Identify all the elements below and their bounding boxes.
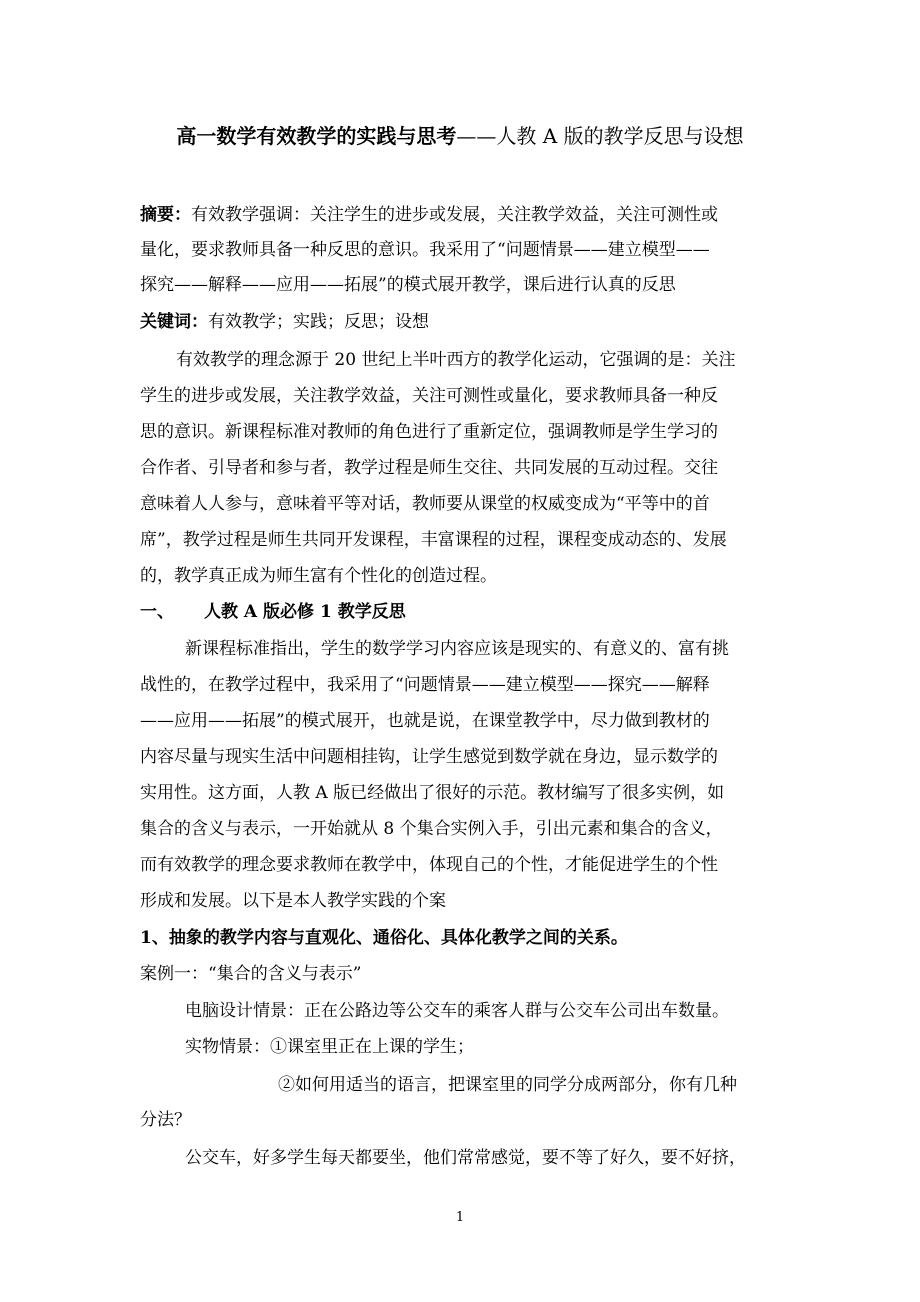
scene-2-line-1: ②如何用适当的语言，把课室里的同学分成两部分，你有几种 [278, 1075, 737, 1095]
section1-line-5: 实用性。这方面，人教 A 版已经做出了很好的示范。教材编写了很多实例，如 [140, 783, 725, 803]
section-title: 人教 A 版必修 1 教学反思 [204, 602, 406, 622]
case-1-title: 案例一：“集合的含义与表示” [140, 964, 362, 984]
title-subtitle: ——人教 A 版的教学反思与设想 [456, 124, 744, 148]
keywords-line [140, 310, 790, 334]
abstract-line-1 [140, 203, 790, 227]
abstract-line-2: 量化，要求教师具备一种反思的意识。我采用了“问题情景——建立模型—— [140, 240, 710, 260]
title-main: 高一数学有效教学的实践与思考 [176, 124, 457, 148]
abstract-line-3: 探究——解释——应用——拓展”的模式展开教学，课后进行认真的反思 [140, 275, 676, 295]
section1-line-3: ——应用——拓展”的模式展开，也就是说，在课堂教学中，尽力做到教材的 [140, 711, 710, 731]
computer-scene: 电脑设计情景：正在公路边等公交车的乘客人群与公交车公司出车数量。 [185, 1001, 729, 1021]
intro-line-3: 思的意识。新课程标准对教师的角色进行了重新定位，强调教师是学生学习的 [140, 422, 718, 442]
intro-line-1: 有效教学的理念源于 20 世纪上半叶西方的教学化运动，它强调的是：关注 [176, 350, 736, 370]
keywords-label: 关键词： [140, 312, 208, 332]
bus-line: 公交车，好多学生每天都要坐，他们常常感觉，要不等了好久，要不好挤， [185, 1148, 746, 1168]
section1-line-2: 战性的，在教学过程中，我采用了“问题情景——建立模型——探究——解释 [140, 675, 710, 695]
section1-line-1: 新课程标准指出，学生的数学学习内容应该是现实的、有意义的、富有挑 [185, 639, 729, 659]
physical-scene: 实物情景：①课室里正在上课的学生； [185, 1037, 474, 1057]
abstract-text-1: 有效教学强调：关注学生的进步或发展，关注教学效益，关注可测性或 [191, 205, 718, 225]
intro-line-6: 席”，教学过程是师生共同开发课程，丰富课程的过程，课程变成动态的、发展 [140, 530, 727, 550]
section1-line-7: 而有效教学的理念要求教师在教学中，体现自己的个性，才能促进学生的个性 [140, 855, 718, 875]
page-number: 1 [455, 1210, 465, 1225]
section-heading-1 [140, 600, 790, 624]
document-title [0, 122, 920, 150]
section1-line-4: 内容尽量与现实生活中问题相挂钩，让学生感觉到数学就在身边，显示数学的 [140, 747, 718, 767]
intro-line-5: 意味着人人参与，意味着平等对话，教师要从课堂的权威变成为“平等中的首 [140, 494, 710, 514]
intro-line-2: 学生的进步或发展，关注教学效益，关注可测性或量化，要求教师具备一种反 [140, 386, 718, 406]
intro-line-4: 合作者、引导者和参与者，教学过程是师生交往、共同发展的互动过程。交往 [140, 458, 718, 478]
section1-line-6: 集合的含义与表示，一开始就从 8 个集合实例入手，引出元素和集合的含义， [140, 819, 723, 839]
intro-line-7: 的，教学真正成为师生富有个性化的创造过程。 [140, 566, 497, 586]
section1-line-8: 形成和发展。以下是本人教学实践的个案 [140, 891, 446, 911]
abstract-label: 摘要： [140, 205, 191, 225]
subheading-1: 1、抽象的教学内容与直观化、通俗化、具体化教学之间的关系。 [140, 928, 628, 948]
keywords-text: 有效教学；实践；反思；设想 [208, 312, 429, 332]
scene-2-line-2: 分法？ [140, 1110, 191, 1130]
section-number: 一、 [140, 602, 174, 622]
